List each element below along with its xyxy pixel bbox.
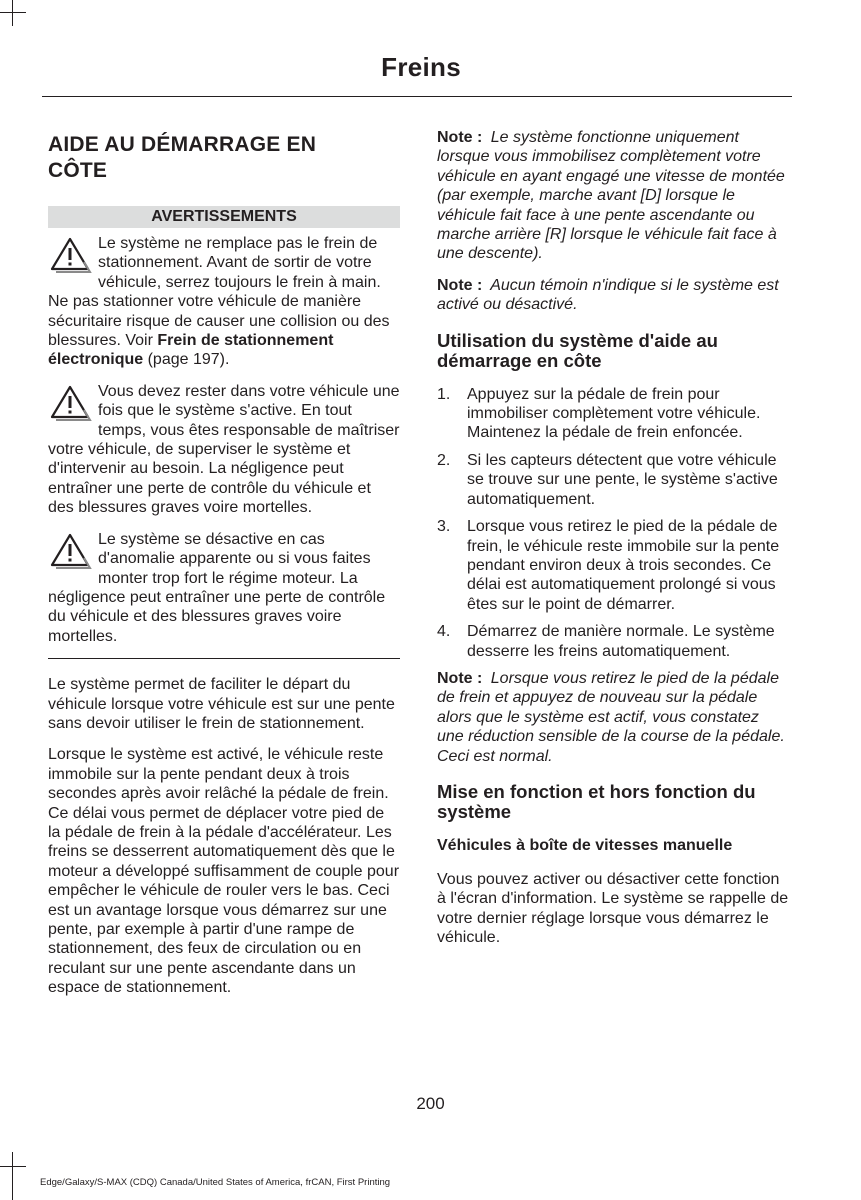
subheading: Utilisation du système d'aide au démarrage en côte [437, 329, 718, 371]
steps-list [437, 385, 789, 661]
list-item [437, 517, 789, 614]
cross-reference-link[interactable]: Frein de stationnement électronique [48, 332, 334, 369]
warning-item [48, 234, 400, 370]
warning-triangle-icon [48, 382, 92, 422]
minor-heading: Véhicules à boîte de vitesses manuelle [437, 836, 733, 854]
warnings-heading: AVERTISSEMENTS [48, 206, 400, 228]
step-number: 1. [437, 385, 451, 403]
note [437, 276, 789, 315]
note-text: Aucun témoin n'indique si le système est activé ou désactivé. [437, 276, 779, 314]
step-number: 4. [437, 623, 451, 641]
step-text: Lorsque vous retirez le pied de la pédale de frein, le véhicule reste immobile sur la pente pendant environ deux à trois secondes. Ce délai est automatiquement prolongé si vous êtes sur le point de démarrer. [467, 518, 780, 613]
crop-mark [12, 0, 13, 26]
note-label: Note : [437, 129, 483, 146]
step-number: 2. [437, 451, 451, 469]
page-header-title: Freins [381, 52, 461, 82]
note-text: Lorsque vous retirez le pied de la pédale de frein et appuyez de nouveau sur la pédale alors que le système est actif, vous constatez une réduction sensible de la course de la pédale. Ceci est normal. [437, 669, 785, 765]
step-text: Si les capteurs détectent que votre véhicule se trouve sur une pente, le système s'active automatiquement. [467, 451, 778, 508]
list-item [437, 451, 789, 509]
crop-mark [0, 12, 26, 13]
note-text: Le système fonctionne uniquement lorsque vous immobilisez complètement votre véhicule en ayant engagé une vitesse de montée (par exemple, marche avant [D] lorsque le véhicule fait face à une pente ascendante ou marche arrière [R] lorsque le véhicule fait face à une descente). [437, 129, 785, 263]
note-label: Note : [437, 276, 483, 294]
note-label: Note : [437, 669, 483, 687]
warnings-end-divider [48, 658, 400, 659]
page-number: 200 [416, 1094, 445, 1113]
footer-text: Edge/Galaxy/S-MAX (CDQ) Canada/United States of America, frCAN, First Printing [40, 1177, 391, 1188]
list-item [437, 622, 789, 661]
warning-triangle-icon [48, 530, 92, 570]
crop-mark [12, 1152, 13, 1200]
step-text: Démarrez de manière normale. Le système desserre les freins automatiquement. [467, 623, 775, 660]
header-divider [42, 96, 792, 97]
warning-text: Vous devez rester dans votre véhicule une fois que le système s'active. En tout temps, vous êtes responsable de maîtriser votre véhicule, de superviser le système et d'intervenir au besoin. La négligence peut entraîner une perte de contrôle du véhicule et des blessures graves voire mortelles. [48, 382, 400, 517]
warning-text: Le système ne remplace pas le frein de stationnement. Avant de sortir de votre véhicule, serrez toujours le frein à main. Ne pas stationner votre véhicule de manière sécuritaire risque de causer une collision ou des blessures. Voir [48, 235, 390, 350]
step-text: Appuyez sur la pédale de frein pour immobiliser complètement votre véhicule. Maintenez la pédale de frein enfoncée. [467, 385, 761, 442]
note [437, 669, 789, 766]
warning-triangle-icon [48, 234, 92, 274]
body-paragraph: Vous pouvez activer ou désactiver cette fonction à l'écran d'information. Le système se rappelle de votre dernier réglage lorsque vous démarrez le véhicule. [437, 870, 789, 947]
subheading: Mise en fonction et hors fonction du système [437, 780, 756, 822]
right-column [437, 128, 789, 960]
crop-mark [0, 1166, 26, 1167]
note [437, 128, 789, 264]
page-reference: (page 197). [143, 351, 230, 369]
list-item [437, 385, 789, 443]
warning-text: Le système se désactive en cas d'anomalie apparente ou si vous faites monter trop fort le régime moteur. La négligence peut entraîner une perte de contrôle du véhicule et des blessures graves voire mortelles. [48, 530, 386, 645]
left-column [48, 128, 400, 1010]
step-number: 3. [437, 518, 451, 536]
warning-item [48, 382, 400, 518]
body-paragraph: Le système permet de faciliter le départ du véhicule lorsque votre véhicule est sur une pente sans devoir utiliser le frein de stationnement. [48, 676, 395, 732]
body-paragraph: Lorsque le système est activé, le véhicule reste immobile sur la pente pendant deux à trois secondes après avoir relâché la pédale de frein. Ce délai vous permet de déplacer votre pied de la pédale de frein à la pédale d'accélérateur. Les freins se desserrent automatiquement dès que le moteur a développé suffisamment de couple pour empêcher le véhicule de rouler vers le bas. Ceci est un avantage lorsque vous démarrez sur une pente, par exemple à partir d'une rampe de stationnement, des feux de circulation ou en reculant sur une pente ascendante dans un espace de stationnement. [48, 746, 400, 997]
section-title: AIDE AU DÉMARRAGE EN CÔTE [48, 133, 317, 182]
warning-item [48, 530, 400, 646]
